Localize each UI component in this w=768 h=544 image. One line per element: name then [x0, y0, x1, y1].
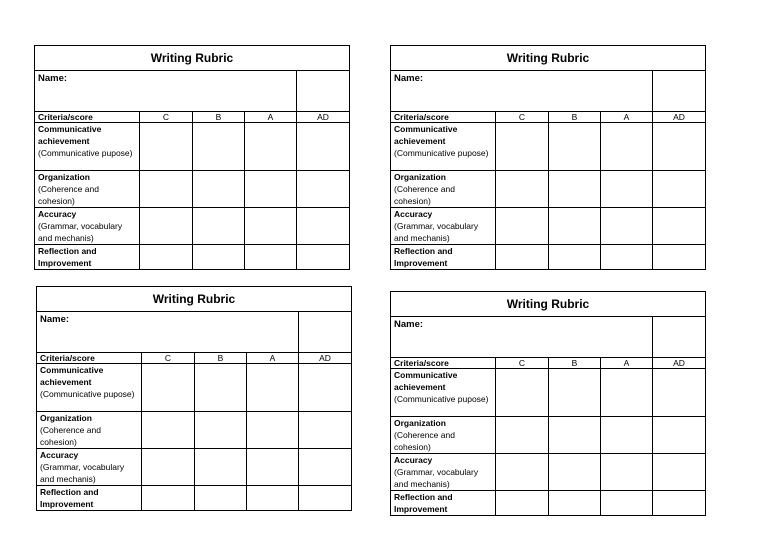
score-cell — [653, 171, 706, 208]
criterion-desc: (Grammar, vocabulary and mechanis) — [394, 467, 479, 489]
criterion-communicative — [391, 123, 496, 171]
score-header-c: C — [496, 358, 549, 369]
score-cell — [140, 245, 193, 270]
criterion-desc: (Communicative pupose) — [394, 394, 489, 404]
score-cell — [245, 123, 297, 171]
score-cell — [496, 369, 549, 417]
score-cell — [549, 245, 601, 270]
criterion-title: Communicative achievement — [38, 124, 102, 146]
rubric-table-3 — [36, 286, 352, 511]
score-cell — [245, 208, 297, 245]
score-cell — [297, 171, 350, 208]
criterion-title: Organization — [394, 172, 446, 182]
score-cell — [601, 491, 653, 516]
rubric-table-1 — [34, 45, 350, 270]
criterion-title: Accuracy — [394, 209, 433, 219]
score-cell — [195, 449, 247, 486]
score-cell — [601, 417, 653, 454]
score-header-a: A — [601, 112, 653, 123]
criterion-desc: (Coherence and cohesion) — [38, 184, 99, 206]
rubric-table-2 — [390, 45, 706, 270]
criteria-header: Criteria/score — [37, 353, 142, 364]
score-cell — [193, 245, 245, 270]
score-cell — [193, 123, 245, 171]
score-cell — [601, 171, 653, 208]
name-label: Name: — [35, 71, 297, 112]
score-cell — [496, 417, 549, 454]
criterion-desc: (Grammar, vocabulary and mechanis) — [38, 221, 123, 243]
score-cell — [247, 449, 299, 486]
score-cell — [297, 245, 350, 270]
score-header-ad: AD — [299, 353, 352, 364]
criteria-header: Criteria/score — [391, 358, 496, 369]
criterion-accuracy — [35, 208, 140, 245]
score-header-ad: AD — [297, 112, 350, 123]
score-header-b: B — [549, 112, 601, 123]
rubric-title: Writing Rubric — [391, 292, 706, 317]
criterion-title: Reflection and Improvement — [40, 487, 99, 509]
score-cell — [195, 364, 247, 412]
score-header-c: C — [140, 112, 193, 123]
criterion-accuracy — [37, 449, 142, 486]
criterion-accuracy — [391, 454, 496, 491]
name-extra-cell — [299, 312, 352, 353]
score-cell — [142, 486, 195, 511]
score-cell — [653, 369, 706, 417]
score-header-a: A — [245, 112, 297, 123]
score-cell — [653, 123, 706, 171]
score-cell — [297, 208, 350, 245]
name-extra-cell — [653, 71, 706, 112]
name-label: Name: — [37, 312, 299, 353]
criterion-desc: (Grammar, vocabulary and mechanis) — [40, 462, 125, 484]
score-cell — [601, 369, 653, 417]
criterion-desc: (Communicative pupose) — [40, 389, 135, 399]
score-cell — [496, 208, 549, 245]
score-cell — [601, 454, 653, 491]
criterion-reflection — [391, 245, 496, 270]
criterion-organization — [391, 417, 496, 454]
score-header-a: A — [601, 358, 653, 369]
score-cell — [549, 369, 601, 417]
rubric-title: Writing Rubric — [391, 46, 706, 71]
score-cell — [549, 417, 601, 454]
name-label: Name: — [391, 317, 653, 358]
criterion-desc: (Coherence and cohesion) — [394, 184, 455, 206]
score-cell — [140, 171, 193, 208]
score-header-b: B — [193, 112, 245, 123]
score-cell — [142, 449, 195, 486]
criterion-desc: (Grammar, vocabulary and mechanis) — [394, 221, 479, 243]
criterion-reflection — [37, 486, 142, 511]
score-header-b: B — [549, 358, 601, 369]
score-cell — [299, 364, 352, 412]
criterion-title: Accuracy — [38, 209, 77, 219]
criterion-title: Reflection and Improvement — [38, 246, 97, 268]
rubric-title: Writing Rubric — [35, 46, 350, 71]
score-header-ad: AD — [653, 358, 706, 369]
criterion-organization — [391, 171, 496, 208]
score-cell — [496, 171, 549, 208]
score-cell — [653, 245, 706, 270]
rubric-title: Writing Rubric — [37, 287, 352, 312]
criterion-reflection — [391, 491, 496, 516]
score-cell — [247, 486, 299, 511]
score-cell — [496, 245, 549, 270]
criterion-organization — [35, 171, 140, 208]
score-cell — [140, 208, 193, 245]
score-cell — [142, 412, 195, 449]
score-cell — [299, 412, 352, 449]
score-cell — [245, 245, 297, 270]
criterion-desc: (Coherence and cohesion) — [40, 425, 101, 447]
score-cell — [247, 364, 299, 412]
score-header-a: A — [247, 353, 299, 364]
score-header-c: C — [496, 112, 549, 123]
score-cell — [193, 208, 245, 245]
criterion-communicative — [37, 364, 142, 412]
score-cell — [247, 412, 299, 449]
criterion-desc: (Communicative pupose) — [38, 148, 133, 158]
criteria-header: Criteria/score — [391, 112, 496, 123]
name-extra-cell — [297, 71, 350, 112]
score-cell — [549, 208, 601, 245]
criterion-title: Organization — [38, 172, 90, 182]
score-cell — [193, 171, 245, 208]
criterion-title: Accuracy — [394, 455, 433, 465]
criterion-title: Organization — [394, 418, 446, 428]
score-cell — [653, 208, 706, 245]
score-cell — [142, 364, 195, 412]
criterion-title: Reflection and Improvement — [394, 246, 453, 268]
score-cell — [549, 123, 601, 171]
criterion-title: Organization — [40, 413, 92, 423]
score-cell — [601, 123, 653, 171]
score-cell — [496, 123, 549, 171]
criterion-communicative — [35, 123, 140, 171]
score-header-b: B — [195, 353, 247, 364]
criterion-title: Communicative achievement — [40, 365, 104, 387]
score-cell — [195, 412, 247, 449]
score-cell — [297, 123, 350, 171]
score-cell — [195, 486, 247, 511]
criterion-title: Accuracy — [40, 450, 79, 460]
criteria-header: Criteria/score — [35, 112, 140, 123]
score-cell — [601, 208, 653, 245]
score-cell — [299, 486, 352, 511]
score-cell — [653, 454, 706, 491]
score-cell — [496, 491, 549, 516]
criterion-communicative — [391, 369, 496, 417]
criterion-accuracy — [391, 208, 496, 245]
name-extra-cell — [653, 317, 706, 358]
score-cell — [549, 491, 601, 516]
score-cell — [140, 123, 193, 171]
score-cell — [549, 454, 601, 491]
criterion-desc: (Coherence and cohesion) — [394, 430, 455, 452]
score-cell — [245, 171, 297, 208]
score-cell — [299, 449, 352, 486]
score-header-c: C — [142, 353, 195, 364]
criterion-organization — [37, 412, 142, 449]
score-cell — [653, 491, 706, 516]
criterion-title: Communicative achievement — [394, 124, 458, 146]
criterion-reflection — [35, 245, 140, 270]
criterion-title: Communicative achievement — [394, 370, 458, 392]
rubric-table-4 — [390, 291, 706, 516]
name-label: Name: — [391, 71, 653, 112]
criterion-desc: (Communicative pupose) — [394, 148, 489, 158]
score-cell — [601, 245, 653, 270]
score-cell — [496, 454, 549, 491]
score-cell — [653, 417, 706, 454]
score-cell — [549, 171, 601, 208]
score-header-ad: AD — [653, 112, 706, 123]
criterion-title: Reflection and Improvement — [394, 492, 453, 514]
